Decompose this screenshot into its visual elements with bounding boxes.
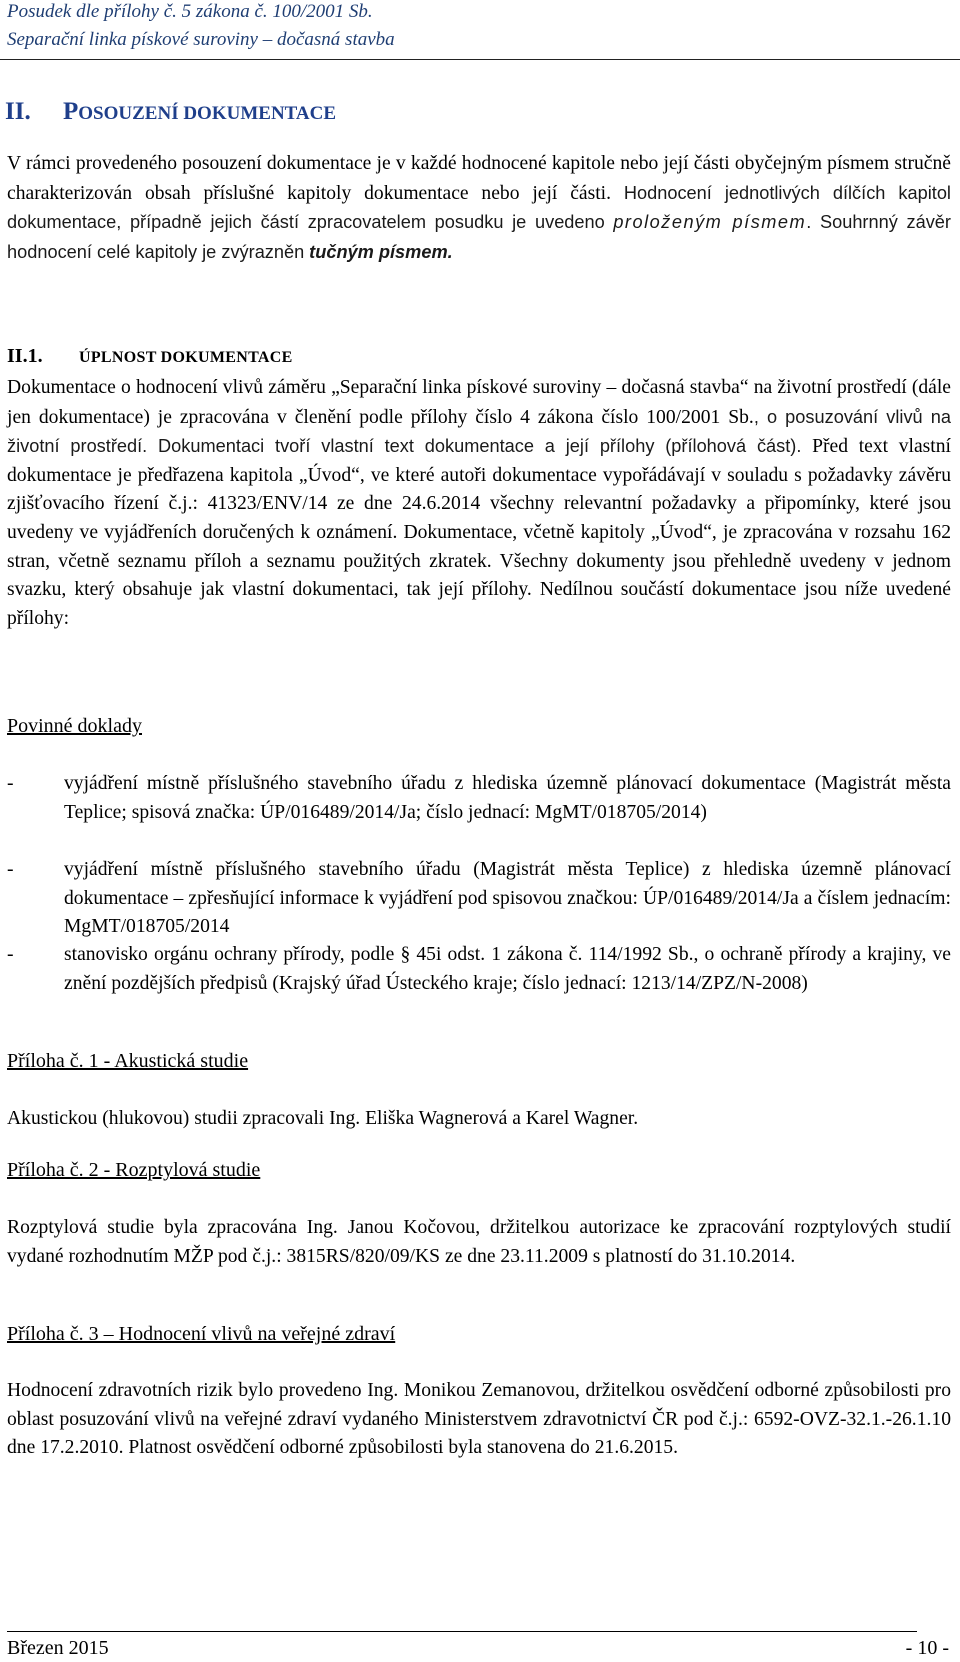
header-divider (0, 59, 960, 60)
priloha-3-label: Příloha č. 3 – Hodnocení vlivů na veřejné zdraví (7, 1323, 396, 1345)
list-dash: - (7, 859, 14, 880)
intro-text-3: . Souhrnný závěr hodnocení celé kapitoly je zvýrazněn (7, 212, 951, 262)
body-paragraph (7, 374, 951, 633)
running-header-subtitle: Separační linka pískové suroviny – dočasná stavba (7, 29, 395, 50)
priloha-1-text: Akustickou (hlukovou) studii zpracovali Ing. Eliška Wagnerová a Karel Wagner. (7, 1108, 639, 1129)
section-title-initial: P (63, 98, 79, 125)
list-dash: - (7, 773, 14, 794)
section-number: II. (5, 98, 31, 125)
subsection-heading (7, 345, 293, 368)
intro-spaced-example: proloženým písmem (613, 212, 807, 233)
running-header-title: Posudek dle přílohy č. 5 zákona č. 100/2001 Sb. (7, 1, 373, 22)
subsection-title: ÚPLNOST DOKUMENTACE (79, 349, 293, 366)
body-text-b: , o posuzování vlivů na životní prostředí. Dokumentaci tvoří vlastní text dokumentace a její přílohy (přílohová část). (7, 406, 951, 457)
intro-bold-example: tučným písmem. (309, 241, 453, 262)
subsection-number: II.1. (7, 345, 43, 367)
page-number: - 10 - (905, 1637, 949, 1659)
section-heading (5, 98, 336, 126)
list-item-text: vyjádření místně příslušného stavebního úřadu (Magistrát města Teplice) z hlediska územně plánovací dokumentace – zpřesňující informace k vyjádření pod spisovou značkou: ÚP/016489/2014/Ja a číslem jednacím: MgMT/018705/2014 (64, 859, 951, 938)
intro-paragraph (7, 150, 951, 267)
list-item-text: vyjádření místně příslušného stavebního úřadu z hlediska územně plánovací dokumentace (Magistrát města Teplice; spisová značka: ÚP/016489/2014/Ja; číslo jednací: MgMT/018705/2014) (64, 773, 951, 823)
intro-text-2: Hodnocení jednotlivých dílčích kapitol dokumentace, případně jejich částí zpracovatelem posudku je uvedeno (7, 182, 951, 233)
body-text-c: Před text vlastní dokumentace je předřazena kapitola „Úvod“, ve které autoři dokumentace vypořádávají v souladu s požadavky závěru zjišťovacího řízení č.j.: 41323/ENV/14 ze dne 24.6.2014 všechny relevantní požadavky a připomínky, které jsou uvedeny ve vyjádřeních doručených k oznámení. Dokumentace, včetně kapitoly „Úvod“, je zpracována v rozsahu 162 stran, včetně seznamu příloh a seznamu použitých zkratek. Všechny dokumenty jsou přehledně uvedeny v jednom svazku, který obsahuje jak vlastní dokumentaci, tak její přílohy. Nedílnou součástí dokumentace jsou níže uvedené přílohy: (7, 436, 951, 629)
priloha-1-label: Příloha č. 1 - Akustická studie (7, 1050, 249, 1072)
list-item-text: stanovisko orgánu ochrany přírody, podle § 45i odst. 1 zákona č. 114/1992 Sb., o ochraně přírody a krajiny, ve znění pozdějších předpisů (Krajský úřad Ústeckého kraje; číslo jednací: 1213/14/ZPZ/N-2008) (64, 944, 951, 994)
body-text-a: Dokumentace o hodnocení vlivů záměru „Separační linka pískové suroviny – dočasná stavba“ na životní prostředí (dále jen dokumentace) je zpracována v členění podle přílohy číslo 4 zákona číslo 100/2001 Sb. (7, 377, 951, 428)
intro-text-1: V rámci provedeného posouzení dokumentace je v každé hodnocené kapitole nebo její části obyčejným písmem stručně charakterizován obsah příslušné kapitoly dokumentace nebo její části. (7, 153, 951, 204)
footer-divider (7, 1631, 917, 1632)
list-item (7, 856, 951, 942)
priloha-3-text: Hodnocení zdravotních rizik bylo provedeno Ing. Monikou Zemanovou, držitelkou osvědčení odborné způsobilosti pro oblast posuzování vlivů na veřejné zdraví vydaného Ministerstvem zdravotnictví ČR pod č.j.: 6592-OVZ-32.1.-26.1.10 dne 17.2.2010. Platnost osvědčení odborné způsobilosti byla stanovena do 21.6.2015. (7, 1380, 951, 1459)
povinne-doklady-label: Povinné doklady (7, 715, 142, 737)
list-item (7, 941, 951, 998)
list-dash: - (7, 944, 14, 965)
footer-date: Březen 2015 (7, 1637, 109, 1659)
priloha-2-text: Rozptylová studie byla zpracována Ing. Janou Kočovou, držitelkou autorizace ke zpracování rozptylových studií vydané rozhodnutím MŽP pod č.j.: 3815RS/820/09/KS ze dne 23.11.2009 s platností do 31.10.2014. (7, 1217, 951, 1267)
list-item (7, 770, 951, 827)
section-title-rest: OSOUZENÍ DOKUMENTACE (78, 103, 337, 124)
priloha-2-label: Příloha č. 2 - Rozptylová studie (7, 1159, 261, 1181)
